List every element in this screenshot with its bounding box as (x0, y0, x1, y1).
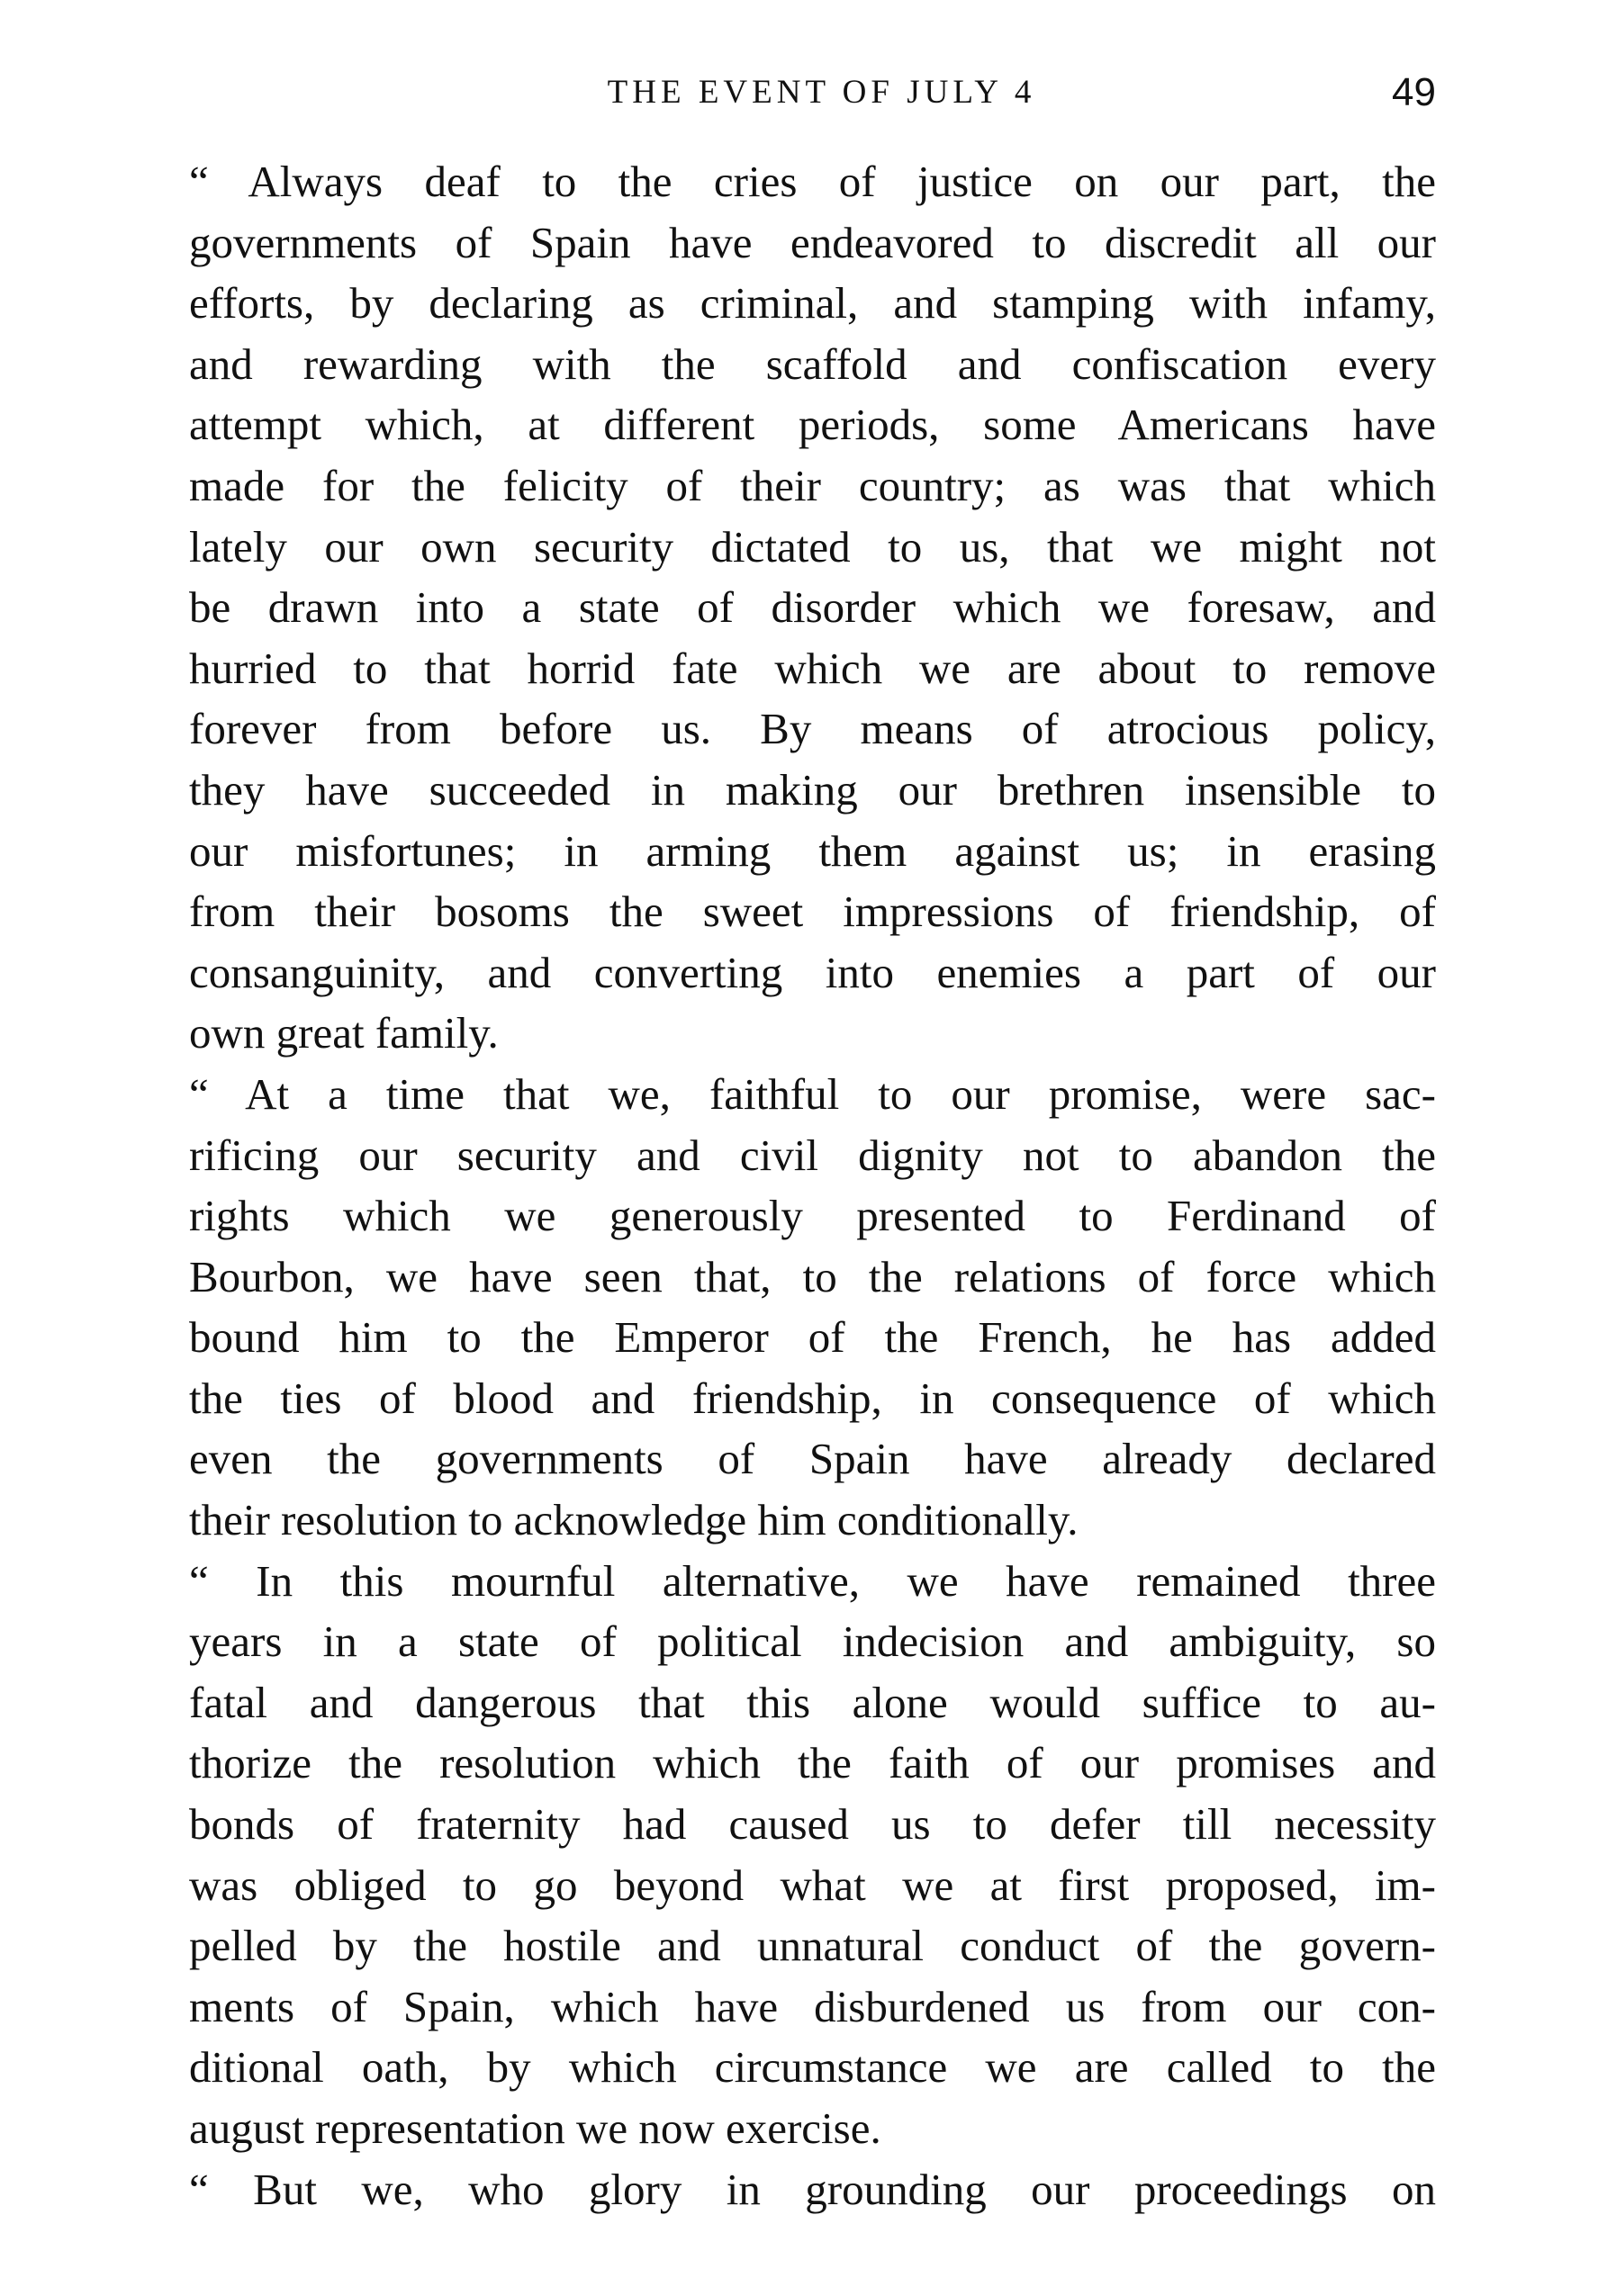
text-line: made for the felicity of their country; as was that which (189, 460, 1436, 510)
text-line: “ At a time that we, faithful to our promise, were sac- (189, 1068, 1436, 1119)
text-line: our misfortunes; in arming them against us; in erasing (189, 825, 1436, 876)
text-line: efforts, by declaring as criminal, and stamping with infamy, (189, 278, 1436, 329)
text-line: “ Always deaf to the cries of justice on our part, the (189, 157, 1436, 206)
text-line: bonds of fraternity had caused us to defer till necessity (189, 1799, 1436, 1850)
text-line: years in a state of political indecision and ambiguity, so (189, 1616, 1436, 1667)
text-line: even the governments of Spain have already declared (189, 1434, 1436, 1484)
text-line: from their bosoms the sweet impressions of friendship, of (189, 887, 1436, 937)
text-line: ments of Spain, which have disburdened us from our con- (189, 1981, 1436, 2031)
text-line: be drawn into a state of disorder which we foresaw, and (189, 582, 1436, 633)
text-line: fatal and dangerous that this alone would suffice to au- (189, 1677, 1436, 1727)
text-line: hurried to that horrid fate which we are about to remove (189, 643, 1436, 693)
text-line: their resolution to acknowledge him conditionally. (189, 1495, 1079, 1545)
text-line: consanguinity, and converting into enemies a part of our (189, 947, 1436, 997)
text-line: own great family. (189, 1008, 499, 1058)
text-line: attempt which, at different periods, some Americans have (189, 400, 1436, 450)
running-head-title: THE EVENT OF JULY 4 (607, 74, 1036, 111)
text-line: “ But we, who glory in grounding our proceedings on (189, 2164, 1436, 2214)
body-text (189, 151, 1436, 2219)
text-line: “ In this mournful alternative, we have remained three (189, 1555, 1436, 1606)
text-line: bound him to the Emperor of the French, he has added (189, 1312, 1436, 1363)
text-line: rights which we generously presented to Ferdinand of (189, 1191, 1436, 1241)
text-line: and rewarding with the scaffold and confiscation every (189, 338, 1436, 389)
text-line: pelled by the hostile and unnatural conduct of the govern- (189, 1921, 1436, 1971)
text-line: rificing our security and civil dignity not to abandon the (189, 1130, 1436, 1180)
text-line: lately our own security dictated to us, that we might not (189, 521, 1436, 572)
text-line: governments of Spain have endeavored to discredit all our (189, 217, 1436, 267)
running-head (189, 61, 1436, 124)
text-line: august representation we now exercise. (189, 2103, 881, 2153)
text-line: the ties of blood and friendship, in consequence of which (189, 1373, 1436, 1423)
text-line: was obliged to go beyond what we at first proposed, im- (189, 1859, 1436, 1910)
text-line: they have succeeded in making our brethren insensible to (189, 764, 1436, 815)
text-line: Bourbon, we have seen that, to the relations of force which (189, 1251, 1436, 1301)
text-line: ditional oath, by which circumstance we are called to the (189, 2042, 1436, 2093)
text-line: forever from before us. By means of atrocious policy, (189, 704, 1436, 754)
text-line: thorize the resolution which the faith of our promises and (189, 1738, 1436, 1788)
page-number: 49 (1392, 70, 1436, 114)
